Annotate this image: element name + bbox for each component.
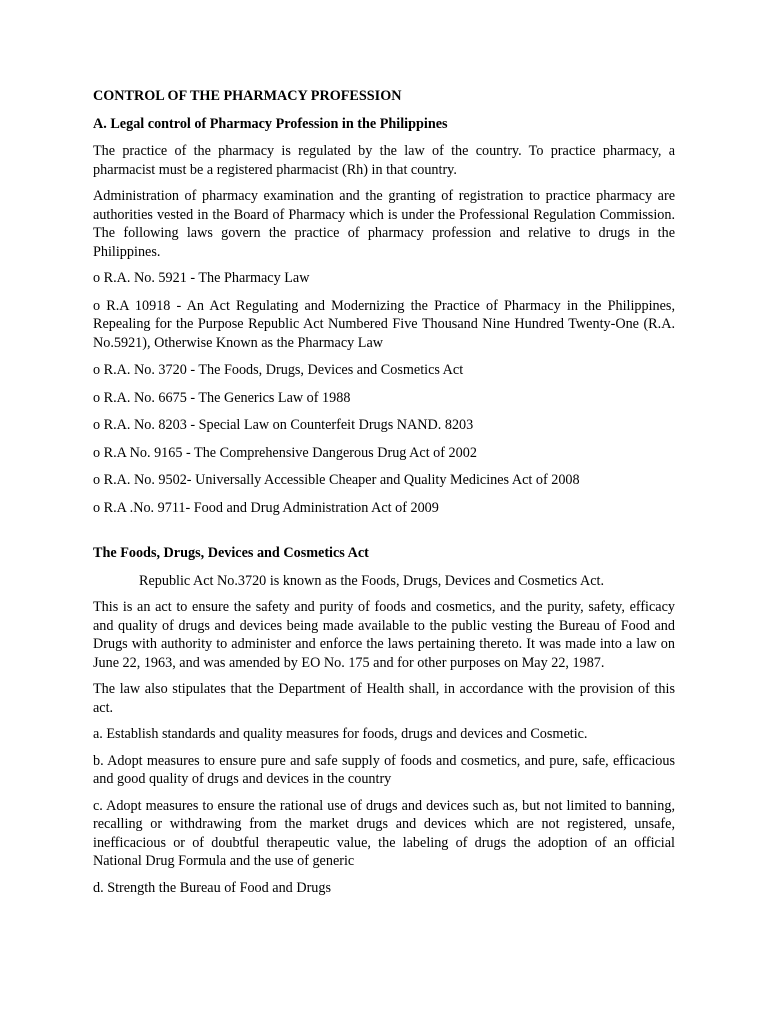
law-item: o R.A No. 9165 - The Comprehensive Dangerous Drug Act of 2002 — [93, 444, 477, 461]
laws-list — [93, 269, 675, 517]
law-item: o R.A 10918 - An Act Regulating and Modernizing the Practice of Pharmacy in the Philippines, Repealing for the Purpose Republic Act Numbered Five Thousand Nine Hundred Twenty-One (R.A. No.5921), Otherwise Known as the Pharmacy Law — [93, 297, 675, 351]
document-title: CONTROL OF THE PHARMACY PROFESSION — [93, 88, 402, 104]
paragraph-2: Administration of pharmacy examination and the granting of registration to practice pharmacy are authorities vested in the Board of Pharmacy which is under the Professional Regulation Commission. The following laws govern the practice of pharmacy profession and relative to drugs in the Philippines. — [93, 188, 675, 260]
paragraph-4: This is an act to ensure the safety and purity of foods and cosmetics, and the purity, safety, efficacy and quality of drugs and devices being made available to the public vesting the Bureau of Food and Drugs with authority to administer and enforce the laws pertaining thereto. It was made into a law on June 22, 1963, and was amended by EO No. 175 and for other purposes on May 22, 1987. — [93, 599, 675, 671]
paragraph-5: The law also stipulates that the Department of Health shall, in accordance with the provision of this act. — [93, 681, 675, 716]
law-item: o R.A. No. 9502- Universally Accessible Cheaper and Quality Medicines Act of 2008 — [93, 472, 580, 488]
list-item-d: d. Strength the Bureau of Food and Drugs — [93, 879, 332, 896]
paragraph-3: Republic Act No.3720 is known as the Foods, Drugs, Devices and Cosmetics Act. — [139, 572, 604, 589]
law-item: o R.A. No. 5921 - The Pharmacy Law — [93, 270, 310, 286]
list-item-c: c. Adopt measures to ensure the rational use of drugs and devices such as, but not limited to banning, recalling or withdrawing from the market drugs and devices which are not registered, unsafe, inefficacious or of doubtful therapeutic value, the labeling of drugs the adoption of an official National Drug Formula and the use of generic — [93, 797, 675, 869]
list-item-a: a. Establish standards and quality measures for foods, drugs and devices and Cosmetic. — [93, 726, 588, 742]
law-item: o R.A. No. 6675 - The Generics Law of 1988 — [93, 389, 351, 406]
list-item-b: b. Adopt measures to ensure pure and safe supply of foods and cosmetics, and pure, safe, efficacious and good quality of drugs and devices in the country — [93, 752, 675, 787]
section-b-heading: The Foods, Drugs, Devices and Cosmetics Act — [93, 545, 369, 561]
law-item: o R.A. No. 8203 - Special Law on Counterfeit Drugs NAND. 8203 — [93, 417, 474, 433]
law-item: o R.A. No. 3720 - The Foods, Drugs, Devices and Cosmetics Act — [93, 362, 464, 378]
section-a-heading: A. Legal control of Pharmacy Profession in the Philippines — [93, 115, 448, 132]
law-item: o R.A .No. 9711- Food and Drug Administration Act of 2009 — [93, 499, 439, 516]
paragraph-1: The practice of the pharmacy is regulated by the law of the country. To practice pharmacy, a pharmacist must be a registered pharmacist (Rh) in that country. — [93, 143, 675, 178]
